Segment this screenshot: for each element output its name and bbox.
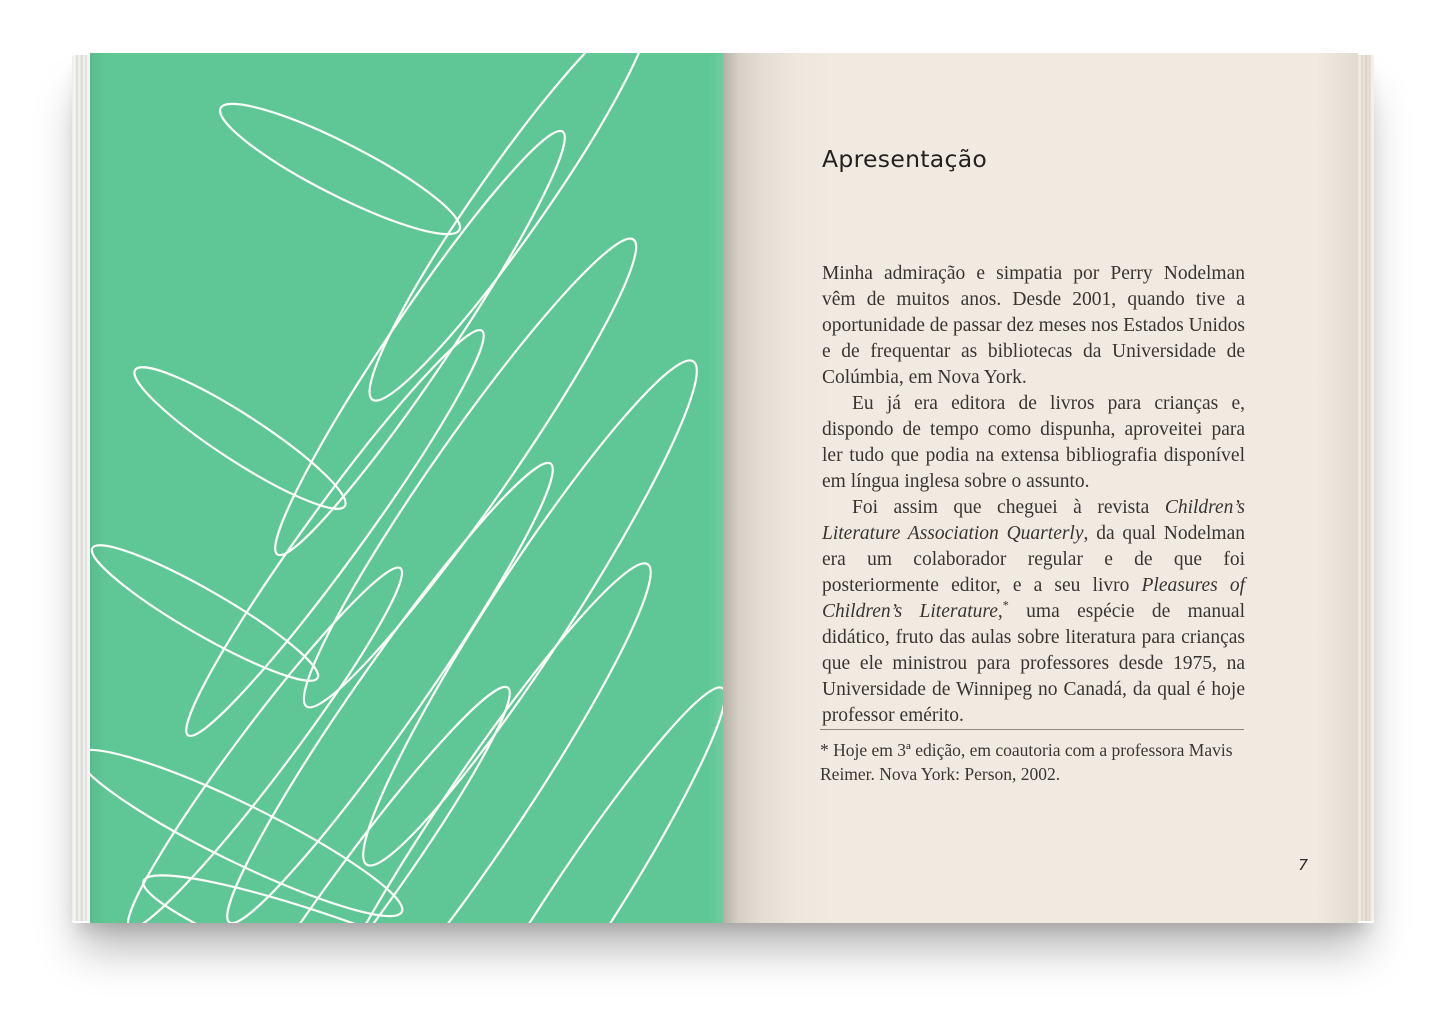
right-page	[723, 53, 1358, 923]
body-paragraph: Foi assim que cheguei à revista Children’s Literature Association Quarterly, da qual Nodelman era um colaborador regular e de que foi posteriormente editor, e a seu livro Pleasures of Children’s Literature,* uma espécie de manual didático, fruto das aulas sobre literatura para crianças que ele ministrou para professores desde 1975, na Universidade de Winnipeg no Canadá, da qual é hoje professor emérito.	[822, 497, 1246, 726]
footnote	[820, 738, 1246, 786]
left-page	[90, 53, 723, 923]
footnote-text: * Hoje em 3ª edição, em coautoria com a professora Mavis Reimer. Nova York: Person, 2002.	[820, 740, 1233, 784]
page-stack-edge-left	[72, 55, 90, 921]
body-text	[822, 261, 1245, 729]
scribble-artwork	[90, 53, 723, 923]
page-title: Apresentação	[822, 144, 988, 173]
body-paragraph: Eu já era editora de livros para crianças e, dispondo de tempo como dispunha, aproveitei para ler tudo que podia na extensa bibliografia disponível em língua inglesa sobre o assunto.	[822, 393, 1245, 492]
body-paragraph: Minha admiração e simpatia por Perry Nodelman vêm de muitos anos. Desde 2001, quando tive a oportunidade de passar dez meses nos Estados Unidos e de frequentar as bibliotecas da Universidade de Colúmbia, em Nova York.	[822, 263, 1245, 388]
page-number: 7	[1298, 856, 1308, 874]
footnote-divider	[820, 729, 1244, 730]
open-book	[72, 53, 1374, 923]
page-stack-edge-right	[1358, 55, 1374, 921]
